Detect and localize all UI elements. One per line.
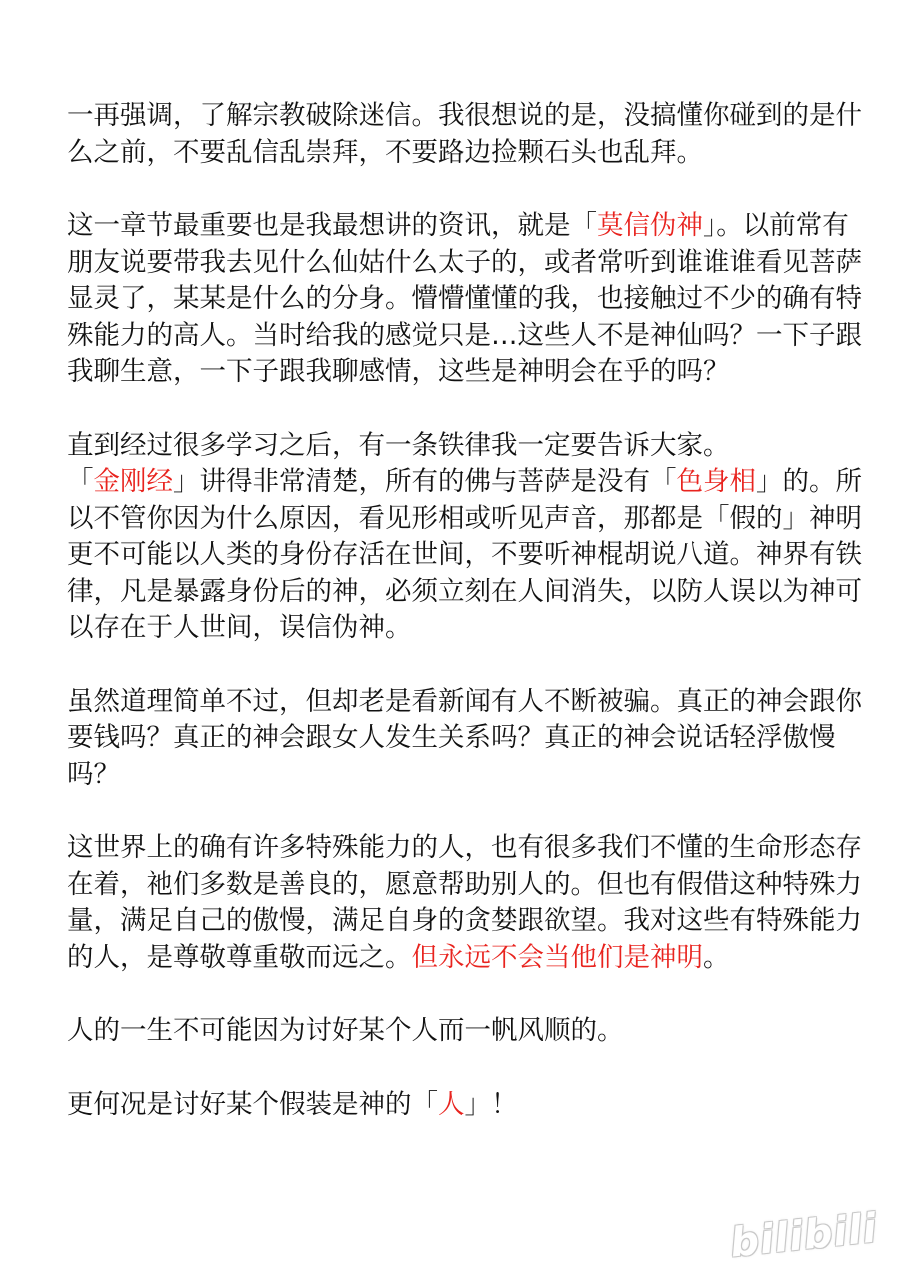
body-text: 直到经过很多学习之后，有一条铁律我一定要告诉大家。 「 (67, 429, 730, 497)
body-text: 」。以前常有朋友说要带我去见什么仙姑什么太子的，或者常听到谁谁谁看见菩萨显灵了，某某是什么的分身。懵懵懂懂的我，也接触过不少的确有特殊能力的高人。当时给我的感觉只是…这些人不是神仙吗？一下子跟我聊生意，一下子跟我聊感情，这些是神明会在乎的吗？ (67, 210, 862, 387)
paragraph (67, 1087, 867, 1124)
body-text: 。 (703, 941, 730, 973)
paragraph (67, 830, 867, 976)
highlighted-text: 金刚经 (93, 466, 173, 497)
body-text: 更何况是讨好某个假装是神的「 (67, 1088, 438, 1120)
highlighted-text: 莫信伪神 (597, 210, 703, 241)
paragraph (67, 208, 867, 391)
paragraph (67, 428, 867, 647)
body-text: 这世界上的确有许多特殊能力的人，也有很多我们不懂的生命形态存在着，祂们多数是善良的，愿意帮助别人的。但也有假借这种特殊力量，满足自己的傲慢，满足自身的贪婪跟欲望。我对这些有特殊能力的人，是尊敬尊重敬而远之。 (67, 832, 862, 973)
paragraph (67, 1013, 867, 1050)
paragraph (67, 98, 867, 171)
paragraph (67, 684, 867, 794)
bilibili-watermark-logo: bilibili (728, 1205, 881, 1267)
body-text: 」的。所以不管你因为什么原因，看见形相或听见声音，那都是「假的」神明更不可能以人类的身份存活在世间，不要听神棍胡说八道。神界有铁律，凡是暴露身份后的神，必须立刻在人间消失，以防人误以为神可以存在于人世间，误信伪神。 (67, 466, 862, 643)
highlighted-text: 人 (438, 1088, 465, 1120)
highlighted-text: 色身相 (676, 466, 756, 497)
article-body (67, 98, 867, 1160)
body-text: 人的一生不可能因为讨好某个人而一帆风顺的。 (67, 1015, 624, 1046)
body-text: 这一章节最重要也是我最想讲的资讯，就是「 (67, 210, 597, 241)
body-text: 」讲得非常清楚，所有的佛与菩萨是没有「 (173, 466, 677, 497)
body-text: 一再强调，了解宗教破除迷信。我很想说的是，没搞懂你碰到的是什么之前，不要乱信乱崇拜，不要路边捡颗石头也乱拜。 (67, 100, 862, 168)
body-text: 虽然道理简单不过，但却老是看新闻有人不断被骗。真正的神会跟你要钱吗？真正的神会跟女人发生关系吗？真正的神会说话轻浮傲慢吗？ (67, 685, 862, 790)
body-text: 」！ (464, 1088, 518, 1120)
highlighted-text: 但永远不会当他们是神明 (411, 941, 703, 973)
